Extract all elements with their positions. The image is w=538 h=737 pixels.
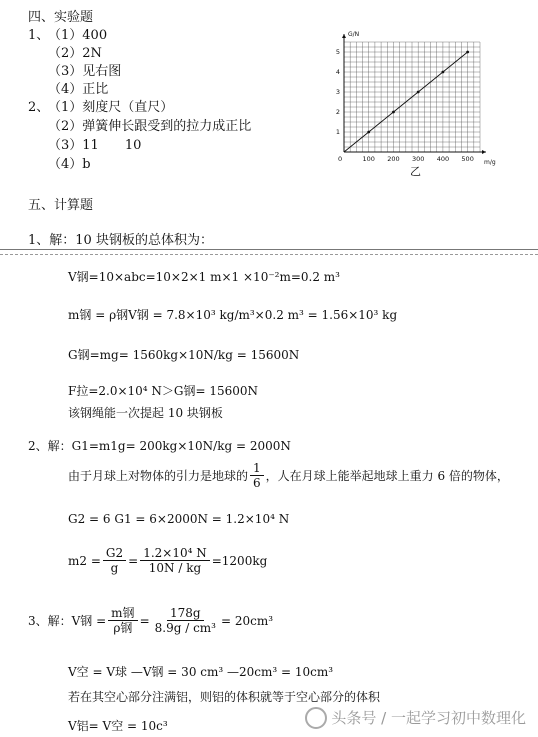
p1-heading: 1、解：10 块钢板的总体积为：	[28, 233, 213, 248]
y-tick-label: 3	[335, 88, 340, 96]
y-tick-label: 5	[335, 48, 340, 56]
y-tick-label: 4	[335, 68, 340, 76]
p2-m2-label: m2 =	[68, 553, 101, 568]
fraction-one-sixth	[250, 461, 264, 490]
x-tick-label: 300	[411, 155, 425, 163]
fraction-numerator: 1	[250, 461, 264, 476]
q1-answer-1: （1）400	[48, 28, 108, 43]
y-tick-label: 2	[335, 108, 340, 116]
p2-line-g2: G2 = 6 G1 = 6×2000N = 1.2×10⁴ N	[68, 512, 290, 526]
fraction-numerator: 1.2×10⁴ N	[140, 546, 210, 561]
fraction-values	[152, 606, 219, 635]
chart-caption: 乙	[410, 165, 421, 178]
fraction-denominator: 8.9g / cm³	[154, 621, 216, 635]
p1-line-compare: F拉=2.0×10⁴ N＞G钢= 15600N	[68, 384, 259, 398]
data-point	[442, 71, 445, 74]
p2-text-a: 由于月球上对物体的引力是地球的	[68, 469, 249, 483]
p2-m2-result: =1200kg	[211, 553, 268, 568]
equals-sign: =	[128, 553, 139, 568]
data-point	[466, 51, 469, 54]
fraction-denominator: 10N / kg	[148, 561, 202, 575]
p2-line-m2	[68, 546, 267, 575]
p2-heading: 2、解：G1=m1g= 200kg×10N/kg = 2000N	[28, 439, 291, 453]
q2-answer-1: （1）刻度尺（直尺）	[48, 100, 174, 115]
fraction-denominator: 6	[253, 476, 261, 490]
page-divider	[0, 249, 538, 250]
y-axis-arrow-icon	[342, 34, 346, 38]
q2-answer-4: （4）b	[48, 157, 91, 172]
y-tick-label: 1	[335, 128, 340, 136]
p3-line-aluminum: 若在其空心部分注满铝，则铝的体积就等于空心部分的体积	[68, 690, 381, 704]
p1-line-volume: V钢=10×abc=10×2×1 m×1 ×10⁻²m=0.2 m³	[68, 270, 340, 284]
fraction-numerator: 178g	[167, 606, 204, 621]
p3-volume-result: = 20cm³	[220, 613, 274, 628]
x-axis-arrow-icon	[482, 150, 486, 154]
q1-number: 1、	[28, 28, 50, 43]
x-tick-label: 400	[436, 155, 450, 163]
x-tick-label: 100	[362, 155, 375, 163]
p1-conclusion: 该钢绳能一次提起 10 块钢板	[68, 406, 223, 420]
p1-line-mass: m钢 = ρ钢V钢 = 7.8×10³ kg/m³×0.2 m³ = 1.56×10³ kg	[68, 308, 398, 322]
p3-line-volume	[28, 606, 273, 635]
chart-ticks	[336, 31, 496, 166]
data-point	[417, 91, 420, 94]
fraction-numerator: m钢	[108, 606, 137, 621]
x-tick-label: 200	[387, 155, 400, 163]
q1-answer-3: （3）见右图	[48, 64, 122, 79]
fraction-mass-over-density	[108, 606, 137, 635]
x-tick-label: 500	[461, 155, 474, 163]
watermark	[305, 707, 526, 730]
p3-line-hollow: V空 = V球 —V钢 = 30 cm³ —20cm³ = 10cm³	[68, 665, 334, 679]
fraction-weight-over-g	[140, 546, 210, 575]
data-point	[367, 131, 370, 134]
watermark-logo-icon	[305, 707, 327, 729]
p1-line-weight: G钢=mg= 1560kg×10N/kg = 15600N	[68, 348, 300, 362]
fraction-numerator: G2	[103, 546, 126, 561]
q1-answer-2: （2）2N	[48, 46, 102, 61]
p2-line-moon-gravity	[68, 461, 509, 490]
q1-answer-4: （4）正比	[48, 82, 109, 97]
q2-answer-3: （3）11 10	[48, 138, 142, 153]
section5-heading: 五、计算题	[28, 198, 94, 213]
data-point	[392, 111, 395, 114]
p3-line-aluminum-volume: V铝= V空 = 10c³	[68, 719, 168, 733]
watermark-text: 头条号 / 一起学习初中数理化	[331, 708, 526, 727]
y-axis-label: G/N	[348, 31, 360, 38]
p3-heading: 3、解：V钢 =	[28, 614, 107, 628]
fraction-g2-over-g	[103, 546, 126, 575]
equals-sign: =	[139, 613, 150, 628]
fraction-denominator: g	[110, 561, 119, 575]
chart-mass-weight	[328, 26, 498, 176]
p2-text-b: ，人在月球上能举起地球上重力 6 倍的物体，	[265, 469, 509, 483]
q2-number: 2、	[28, 100, 50, 115]
chart-series	[344, 51, 469, 152]
x-axis-label: m/g	[484, 159, 496, 166]
q2-answer-2: （2）弹簧伸长跟受到的拉力成正比	[48, 119, 252, 134]
fraction-denominator: ρ钢	[113, 621, 133, 635]
page-divider-dashed	[0, 254, 538, 256]
section4-heading: 四、实验题	[28, 10, 94, 25]
origin-label: 0	[338, 155, 343, 163]
